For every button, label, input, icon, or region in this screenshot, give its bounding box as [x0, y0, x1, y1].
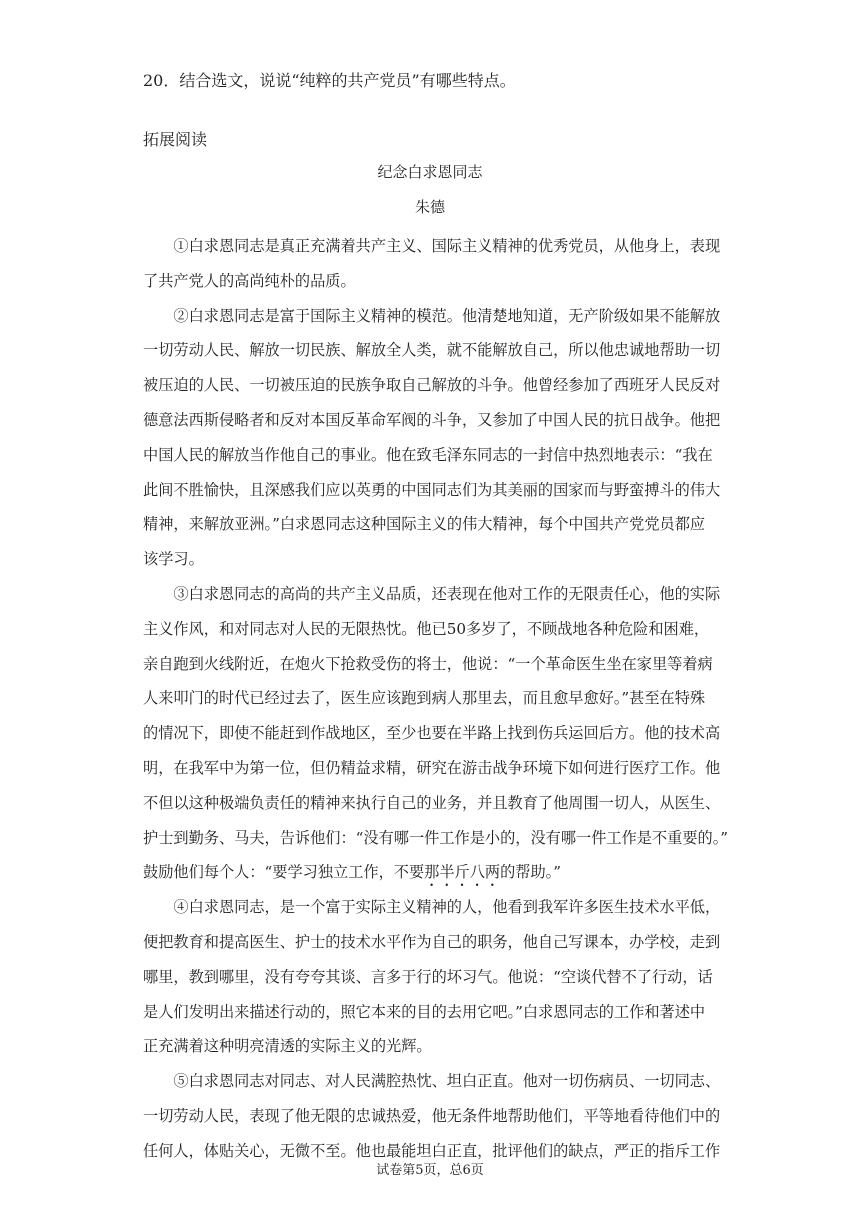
- text-line: 任何人，体贴关心，无微不至。他也最能坦白正直，批评他们的缺点，严正的指斥工作: [143, 1141, 721, 1160]
- text-line: 精神，来解放亚洲。”白求恩同志这种国际主义的伟大精神，每个中国共产党党员都应: [143, 515, 706, 534]
- text-line: 护士到勤务、马夫，告诉他们：“没有哪一件工作是小的，没有哪一件工作是不重要的。”: [143, 828, 729, 847]
- question-20: 20．结合选文，说说“纯粹的共产党员”有哪些特点。: [143, 71, 516, 90]
- text-line: ②白求恩同志是富于国际主义精神的模范。他清楚地知道，无产阶级如果不能解放: [143, 306, 721, 325]
- text-line: 一切劳动人民、解放一切民族、解放全人类，就不能解放自己，所以他忠诚地帮助一切: [143, 341, 721, 360]
- text-line: ⑤白求恩同志对同志、对人民满腔热忱、坦白正直。他对一切伤病员、一切同志、: [143, 1072, 721, 1091]
- section-label: 拓展阅读: [143, 130, 208, 149]
- text-line: 的情况下，即使不能赶到作战地区，至少也要在半路上找到伤兵运回后方。他的技术高: [143, 724, 721, 743]
- article-title: 纪念白求恩同志: [377, 163, 483, 181]
- text-line-emphasis: [143, 855, 719, 890]
- text-line: 德意法西斯侵略者和反对本国反革命军阀的斗争，又参加了中国人民的抗日战争。他把: [143, 410, 721, 429]
- text-line: 主义作风，和对同志对人民的无限热忱。他已50多岁了，不顾战地各种危险和困难，: [143, 619, 710, 638]
- text-line: 明，在我军中为第一位，但仍精益求精，研究在游击战争环境下如何进行医疗工作。他: [143, 758, 721, 777]
- text-line: 一切劳动人民，表现了他无限的忠诚热爱，他无条件地帮助他们，平等地看待他们中的: [143, 1106, 721, 1125]
- text-line: 此间不胜愉快，且深感我们应以英勇的中国同志们为其美丽的国家而与野蛮搏斗的伟大: [143, 480, 721, 499]
- text-line: ④白求恩同志，是一个富于实际主义精神的人，他看到我军许多医生技术水平低，: [143, 898, 721, 917]
- text-line-start: 鼓励他们每个人：“要学习独立工作，不要: [143, 863, 425, 882]
- text-line: 正充满着这种明亮清透的实际主义的光辉。: [143, 1037, 432, 1056]
- text-line: 不但以这种极端负责任的精神来执行自己的业务，并且教育了他周围一切人，从医生、: [143, 793, 721, 812]
- text-line: 该学习。: [143, 550, 204, 569]
- emphasized-phrase: 那半斤八两: [424, 863, 501, 882]
- page-footer: 试卷第5页，总6页: [376, 1163, 484, 1178]
- text-line: ①白求恩同志是真正充满着共产主义、国际主义精神的优秀党员，从他身上，表现: [143, 237, 721, 255]
- text-line: 被压迫的人民、一切被压迫的民族争取自己解放的斗争。他曾经参加了西班牙人民反对: [143, 376, 721, 395]
- text-line: ③白求恩同志的高尚的共产主义品质，还表现在他对工作的无限责任心，他的实际: [143, 584, 721, 603]
- article-author: 朱德: [414, 198, 445, 216]
- text-line: 是人们发明出来描述行动的，照它本来的目的去用它吧。”白求恩同志的工作和著述中: [143, 1002, 706, 1021]
- text-line: 便把教育和提高医生、护士的技术水平作为自己的职务，他自己写课本，办学校，走到: [143, 932, 721, 951]
- article-body: [143, 229, 729, 1169]
- text-line: 哪里，教到哪里，没有夸夸其谈、言多于行的坏习气。他说：“空谈代替不了行动，话: [143, 967, 713, 986]
- text-line: 亲自跑到火线附近，在炮火下抢救受伤的将士，他说：“一个革命医生坐在家里等着病: [143, 654, 713, 673]
- text-line: 中国人民的解放当作他自己的事业。他在致毛泽东同志的一封信中热烈地表示：“我在: [143, 445, 713, 464]
- text-line: 人来叩门的时代已经过去了，医生应该跑到病人那里去，而且愈早愈好。”甚至在特殊: [143, 689, 706, 708]
- text-line: 了共产党人的高尚纯朴的品质。: [143, 271, 356, 290]
- text-line-end: 的帮助。”: [500, 863, 561, 882]
